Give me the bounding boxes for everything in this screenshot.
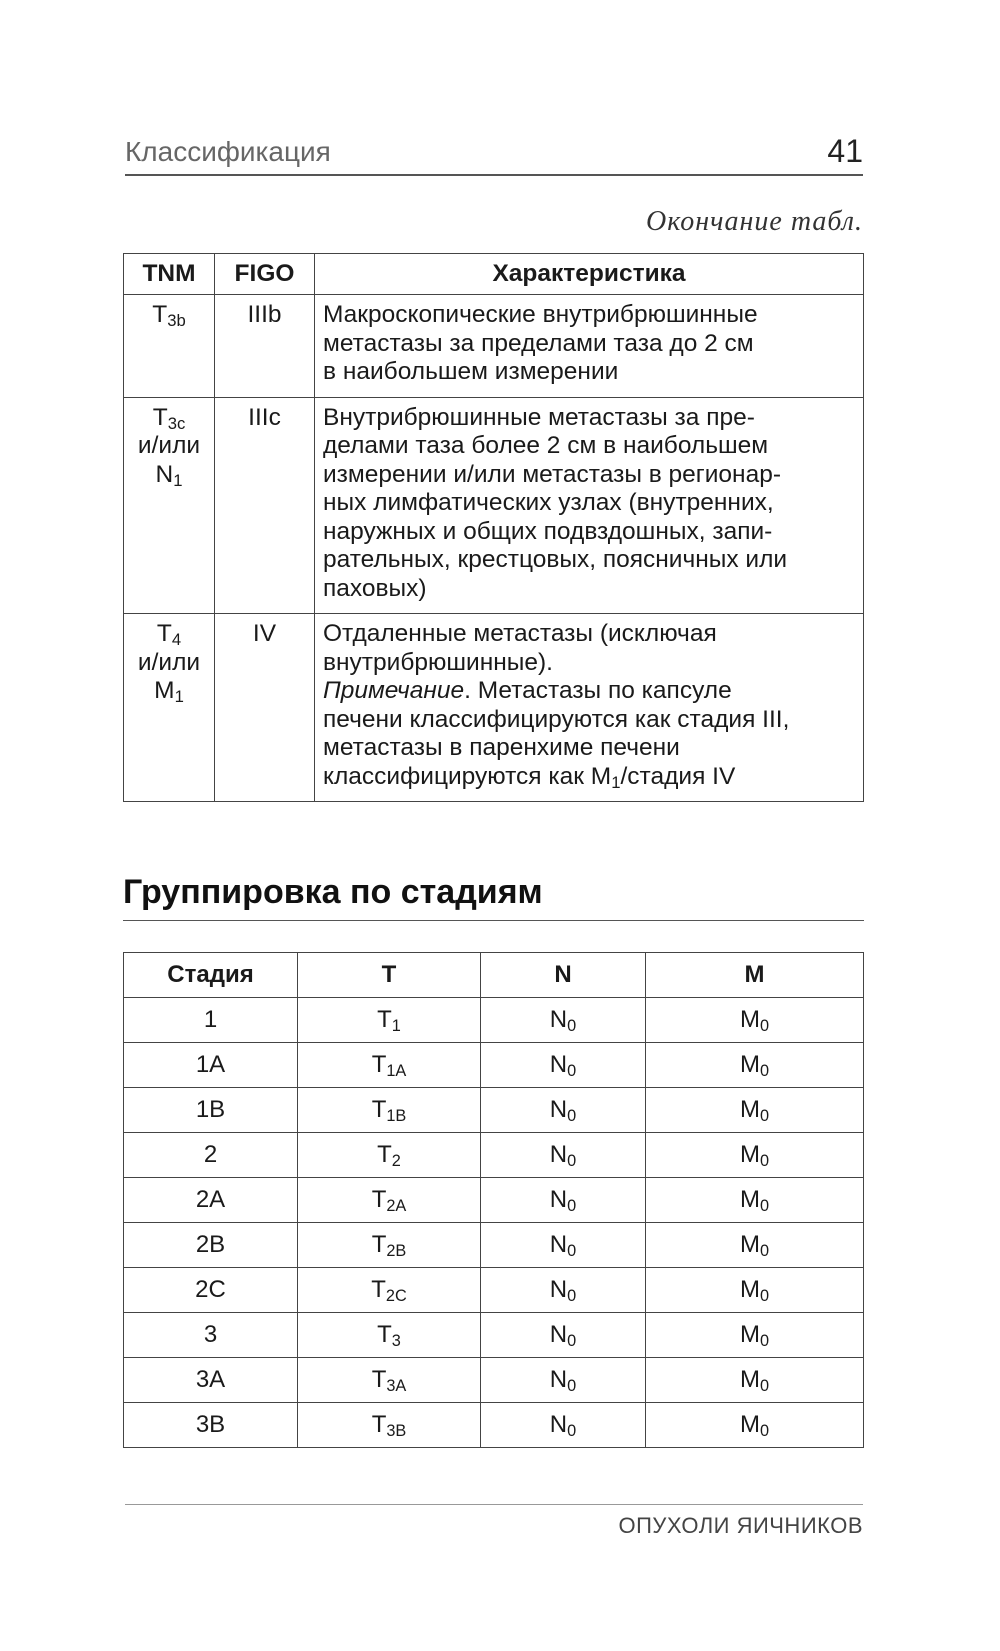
- code-subscript: 1: [174, 687, 184, 707]
- code-subscript: 3b: [167, 311, 186, 331]
- tnm-code: [549, 1276, 577, 1306]
- table-row: [124, 1088, 864, 1133]
- tnm-code: [739, 1411, 770, 1441]
- description-line: [323, 546, 855, 575]
- stage-cell: 2: [124, 1133, 298, 1178]
- description-text: делами таза более 2 см в наибольшем: [323, 432, 769, 459]
- table-row: [124, 998, 864, 1043]
- n-category-cell: [481, 1313, 646, 1358]
- code-subscript: 0: [759, 1422, 770, 1441]
- tnm-line: [126, 620, 212, 649]
- t-category-cell: [298, 1178, 481, 1223]
- n-category-cell: [481, 998, 646, 1043]
- table-row: [124, 1313, 864, 1358]
- t-category-cell: [298, 1403, 481, 1448]
- code-base: M: [739, 1006, 760, 1033]
- tnm-code: [549, 1186, 577, 1216]
- description-text: ных лимфатических узлах (внутренних,: [323, 489, 774, 516]
- m-category-cell: [646, 1403, 864, 1448]
- code-base: N: [549, 1276, 568, 1303]
- column-header-figo: FIGO: [215, 254, 315, 295]
- table-row: [124, 295, 864, 398]
- section-title: Классификация: [125, 136, 331, 167]
- code-subscript: 0: [567, 1152, 577, 1171]
- t-category-cell: [298, 1043, 481, 1088]
- tnm-code: [549, 1411, 577, 1441]
- code-subscript: 3B: [386, 1422, 407, 1441]
- code-subscript: 0: [759, 1377, 770, 1396]
- code-subscript: 0: [567, 1017, 577, 1036]
- code-subscript: 1: [611, 772, 621, 792]
- column-header-tnm: TNM: [124, 254, 215, 295]
- n-category-cell: [481, 1043, 646, 1088]
- code-base: N: [549, 1321, 568, 1348]
- code-subscript: 0: [759, 1242, 770, 1261]
- t-category-cell: [298, 998, 481, 1043]
- m-category-cell: [646, 1088, 864, 1133]
- description-line: [323, 763, 855, 792]
- t-category-cell: [298, 1133, 481, 1178]
- tnm-code: [739, 1366, 770, 1396]
- code-base: N: [549, 1411, 568, 1438]
- tnm-code: [549, 1231, 577, 1261]
- code-base: T: [371, 1231, 387, 1258]
- tnm-code: [739, 1006, 770, 1036]
- description-line: [323, 518, 855, 547]
- description-text: метастазы в паренхиме печени: [323, 734, 680, 761]
- section-heading: [123, 872, 864, 921]
- characteristic-cell: [315, 614, 864, 802]
- description-line: [323, 330, 855, 359]
- code-base: N: [549, 1051, 568, 1078]
- t-category-cell: [298, 1268, 481, 1313]
- tnm-line: [126, 649, 212, 678]
- table-row: [124, 1268, 864, 1313]
- tnm-code: [739, 1051, 770, 1081]
- stage-grouping-table: [123, 952, 864, 1448]
- code-base: N: [549, 1096, 568, 1123]
- description-text: наружных и общих подвздошных, запи-: [323, 517, 773, 545]
- tnm-code: [371, 1231, 407, 1261]
- code-subscript: 1: [391, 1017, 401, 1036]
- description-text: Макроскопические внутрибрюшинные: [323, 301, 758, 328]
- n-category-cell: [481, 1268, 646, 1313]
- description-line: [323, 489, 855, 518]
- code-base: N: [549, 1366, 568, 1393]
- n-category-cell: [481, 1088, 646, 1133]
- tnm-code: [549, 1366, 577, 1396]
- m-category-cell: [646, 1133, 864, 1178]
- code-subscript: 0: [759, 1017, 770, 1036]
- stage-cell: 3B: [124, 1403, 298, 1448]
- table-row: [124, 1358, 864, 1403]
- tnm-cell: [124, 614, 215, 802]
- code-base: T: [152, 301, 168, 328]
- m-category-cell: [646, 1268, 864, 1313]
- code-subscript: 0: [567, 1377, 577, 1396]
- code-subscript: 0: [567, 1062, 577, 1081]
- table-row: [124, 397, 864, 614]
- code-base: T: [371, 1276, 386, 1303]
- code-base: T: [371, 1366, 387, 1393]
- m-category-cell: [646, 998, 864, 1043]
- tnm-code: [739, 1276, 770, 1306]
- table-continuation-caption: Окончание табл.: [646, 206, 863, 237]
- m-category-cell: [646, 1313, 864, 1358]
- code-base: T: [371, 1186, 387, 1213]
- t-category-cell: [298, 1088, 481, 1133]
- code-subscript: 0: [759, 1197, 770, 1216]
- column-header-characteristic: Характеристика: [315, 254, 864, 295]
- code-subscript: 0: [567, 1422, 577, 1441]
- n-category-cell: [481, 1223, 646, 1268]
- code-base: N: [549, 1006, 568, 1033]
- table-header-row: [124, 254, 864, 295]
- description-text: печени классифицируются как стадия III,: [323, 705, 790, 733]
- code-subscript: 0: [759, 1107, 770, 1126]
- running-head: [125, 130, 863, 176]
- m-category-cell: [646, 1358, 864, 1403]
- description-line: [323, 677, 855, 706]
- m-category-cell: [646, 1043, 864, 1088]
- tnm-line: [126, 301, 212, 330]
- column-header-t: T: [298, 953, 481, 998]
- table-row: [124, 1043, 864, 1088]
- tnm-code: [739, 1321, 770, 1351]
- description-text: Отдаленные метастазы (исключая: [323, 620, 717, 647]
- code-base: T: [152, 403, 168, 431]
- n-category-cell: [481, 1358, 646, 1403]
- tnm-code: [371, 1366, 407, 1396]
- tnm-code: [371, 1096, 407, 1126]
- stage-cell: 3A: [124, 1358, 298, 1403]
- code-base: T: [156, 620, 172, 647]
- code-subscript: 1: [173, 470, 183, 490]
- code-subscript: 0: [759, 1062, 770, 1081]
- tnm-line: [126, 461, 212, 490]
- tnm-line: [126, 404, 212, 433]
- code-base: T: [371, 1051, 387, 1078]
- description-line: [323, 734, 855, 763]
- column-header-m: M: [646, 953, 864, 998]
- n-category-cell: [481, 1403, 646, 1448]
- code-subscript: 0: [567, 1107, 577, 1126]
- description-line: [323, 432, 855, 461]
- tnm-line: [126, 432, 212, 461]
- description-text: внутрибрюшинные).: [323, 648, 553, 676]
- code-base: M: [739, 1321, 760, 1348]
- table-row: [124, 1223, 864, 1268]
- code-subscript: 0: [567, 1332, 577, 1351]
- tnm-code: [549, 1096, 577, 1126]
- tnm-code: [154, 677, 184, 707]
- code-base: M: [739, 1411, 760, 1438]
- table-header-row: [124, 953, 864, 998]
- code-subscript: 3A: [386, 1377, 407, 1396]
- tnm-code: [739, 1141, 770, 1171]
- t-category-cell: [298, 1223, 481, 1268]
- code-base: M: [739, 1366, 760, 1393]
- description-line: [323, 404, 855, 433]
- chapter-title: ОПУХОЛИ ЯИЧНИКОВ: [618, 1513, 863, 1538]
- table-row: [124, 1178, 864, 1223]
- code-subscript: 2: [391, 1152, 401, 1171]
- code-base: N: [549, 1186, 568, 1213]
- n-category-cell: [481, 1133, 646, 1178]
- tnm-code: [549, 1321, 577, 1351]
- stage-cell: 1B: [124, 1088, 298, 1133]
- code-subscript: 0: [567, 1287, 577, 1306]
- code-base: N: [549, 1231, 568, 1258]
- tnm-connector: и/или: [137, 648, 201, 676]
- code-base: T: [377, 1141, 392, 1168]
- code-base: M: [739, 1186, 760, 1213]
- code-subscript: 1B: [386, 1107, 407, 1126]
- code-base: M: [739, 1231, 760, 1258]
- note-label: Примечание: [323, 677, 465, 704]
- page-number: 41: [827, 133, 863, 169]
- figo-classification-table: [123, 253, 864, 802]
- table-row: [124, 1403, 864, 1448]
- tnm-cell: [124, 295, 215, 398]
- description-line: [323, 706, 855, 735]
- description-text: Внутрибрюшинные метастазы за пре-: [323, 403, 755, 431]
- code-base: N: [549, 1141, 568, 1168]
- description-line: [323, 575, 855, 604]
- table-row: [124, 1133, 864, 1178]
- tnm-code: [549, 1051, 577, 1081]
- code-base: M: [154, 677, 175, 704]
- stage-cell: 2C: [124, 1268, 298, 1313]
- description-text: паховых): [323, 574, 427, 602]
- tnm-code: [152, 301, 186, 331]
- tnm-code: [377, 1006, 401, 1036]
- code-subscript: 2A: [386, 1197, 407, 1216]
- stage-cell: 2B: [124, 1223, 298, 1268]
- tnm-code: [371, 1411, 407, 1441]
- description-line: [323, 358, 855, 387]
- code-subscript: 0: [567, 1197, 577, 1216]
- code-base: N: [155, 460, 174, 488]
- code-subscript: 3: [391, 1332, 401, 1351]
- n-category-cell: [481, 1178, 646, 1223]
- figo-stage-cell: IV: [215, 614, 315, 802]
- tnm-line: [126, 677, 212, 706]
- stage-cell: 1: [124, 998, 298, 1043]
- description-text: измерении и/или метастазы в регионар-: [323, 460, 781, 488]
- description-line: [323, 649, 855, 678]
- description-line: [323, 620, 855, 649]
- stage-cell: 1A: [124, 1043, 298, 1088]
- tnm-code: [377, 1141, 401, 1171]
- stage-grouping-heading: Группировка по стадиям: [123, 873, 543, 911]
- characteristic-cell: [315, 397, 864, 614]
- column-header-stage: Стадия: [124, 953, 298, 998]
- tnm-code: [377, 1321, 401, 1351]
- code-subscript: 0: [759, 1332, 770, 1351]
- tnm-code: [549, 1141, 577, 1171]
- column-header-n: N: [481, 953, 646, 998]
- figo-stage-cell: IIIb: [215, 295, 315, 398]
- description-text: рательных, крестцовых, поясничных или: [323, 546, 788, 573]
- description-text: в наибольшем измерении: [323, 358, 619, 385]
- code-subscript: 1A: [386, 1062, 407, 1081]
- code-subscript: 4: [171, 630, 182, 650]
- tnm-code: [549, 1006, 577, 1036]
- code-base: M: [739, 1051, 760, 1078]
- code-subscript: 0: [759, 1287, 770, 1306]
- characteristic-cell: [315, 295, 864, 398]
- code-subscript: 2C: [385, 1287, 407, 1306]
- tnm-connector: и/или: [137, 432, 201, 459]
- tnm-cell: [124, 397, 215, 614]
- code-base: M: [739, 1141, 760, 1168]
- code-base: T: [377, 1321, 392, 1348]
- description-text: классифицируются как M: [323, 762, 612, 790]
- code-base: T: [371, 1096, 387, 1123]
- tnm-code: [156, 620, 182, 650]
- code-base: M: [739, 1096, 760, 1123]
- description-line: [323, 461, 855, 490]
- t-category-cell: [298, 1358, 481, 1403]
- description-text: . Метастазы по капсуле: [464, 677, 732, 704]
- description-text: /стадия IV: [620, 762, 736, 790]
- tnm-code: [153, 404, 186, 431]
- tnm-code: [371, 1186, 407, 1216]
- stage-cell: 3: [124, 1313, 298, 1358]
- m-category-cell: [646, 1178, 864, 1223]
- code-base: T: [371, 1411, 387, 1438]
- code-subscript: 0: [567, 1242, 577, 1261]
- figo-stage-cell: IIIc: [215, 397, 315, 614]
- tnm-code: [371, 1051, 407, 1081]
- description-text: метастазы за пределами таза до 2 см: [323, 329, 754, 357]
- description-line: [323, 301, 855, 330]
- tnm-code: [739, 1186, 770, 1216]
- code-subscript: 0: [759, 1152, 770, 1171]
- code-subscript: 2B: [386, 1242, 407, 1261]
- code-base: T: [377, 1006, 392, 1033]
- tnm-code: [739, 1231, 770, 1261]
- t-category-cell: [298, 1313, 481, 1358]
- stage-cell: 2A: [124, 1178, 298, 1223]
- tnm-code: [371, 1276, 407, 1306]
- code-base: M: [739, 1276, 760, 1303]
- code-subscript: 3c: [167, 413, 186, 433]
- tnm-code: [739, 1096, 770, 1126]
- tnm-code: [156, 461, 183, 488]
- m-category-cell: [646, 1223, 864, 1268]
- table-row: [124, 614, 864, 802]
- running-foot: [125, 1504, 863, 1538]
